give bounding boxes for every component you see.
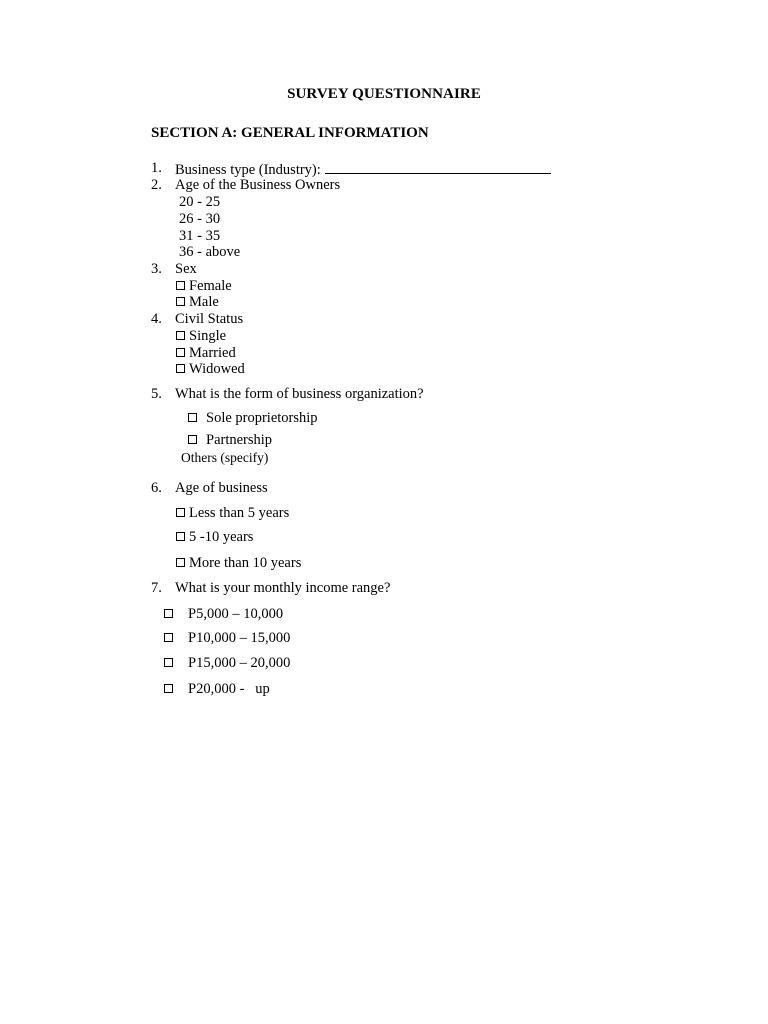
option-bizage-1[interactable] <box>176 505 289 522</box>
question-number: 7. <box>151 580 162 596</box>
option-age-owner-3[interactable]: 31 - 35 <box>179 228 221 244</box>
question-number: 1. <box>151 160 162 176</box>
question-text: Age of business <box>175 480 268 496</box>
option-label: Sole proprietorship <box>206 410 318 426</box>
checkbox-icon[interactable] <box>188 435 197 444</box>
option-label: 5 -10 years <box>189 529 254 545</box>
question-number: 3. <box>151 261 162 277</box>
option-label: Partnership <box>206 432 273 448</box>
option-civil-widowed[interactable] <box>176 361 245 378</box>
checkbox-icon[interactable] <box>176 297 185 306</box>
option-income-4[interactable] <box>164 681 270 698</box>
option-org-sole[interactable] <box>188 410 318 427</box>
option-age-owner-1[interactable]: 20 - 25 <box>179 194 221 210</box>
checkbox-icon[interactable] <box>176 331 185 340</box>
question-text: Civil Status <box>175 311 244 327</box>
checkbox-icon[interactable] <box>164 658 173 667</box>
checkbox-icon[interactable] <box>164 609 173 618</box>
question-number: 5. <box>151 386 162 402</box>
page-title: SURVEY QUESTIONNAIRE <box>287 86 481 102</box>
option-bizage-3[interactable] <box>176 555 301 572</box>
checkbox-icon[interactable] <box>176 348 185 357</box>
checkbox-icon[interactable] <box>176 508 185 517</box>
question-number: 4. <box>151 311 162 327</box>
option-org-others[interactable]: Others (specify) <box>181 450 269 465</box>
option-civil-single[interactable] <box>176 328 226 345</box>
option-label: More than 10 years <box>189 555 302 571</box>
option-income-1[interactable] <box>164 606 283 623</box>
checkbox-icon[interactable] <box>176 558 185 567</box>
option-bizage-2[interactable] <box>176 529 253 546</box>
option-age-owner-4[interactable]: 36 - above <box>179 244 241 260</box>
option-label: P5,000 – 10,000 <box>188 606 284 622</box>
option-label: Male <box>189 294 219 310</box>
option-label: Less than 5 years <box>189 505 290 521</box>
checkbox-icon[interactable] <box>164 684 173 693</box>
option-civil-married[interactable] <box>176 345 236 362</box>
question-number: 2. <box>151 177 162 193</box>
question-text: Age of the Business Owners <box>175 177 341 193</box>
question-number: 6. <box>151 480 162 496</box>
option-label: Widowed <box>189 361 245 377</box>
option-label: P20,000 - up <box>188 681 270 697</box>
question-text: What is your monthly income range? <box>175 580 391 596</box>
option-label: P15,000 – 20,000 <box>188 655 291 671</box>
checkbox-icon[interactable] <box>188 413 197 422</box>
business-type-field[interactable] <box>325 160 551 174</box>
option-label: Single <box>189 328 227 344</box>
option-org-partnership[interactable] <box>188 432 272 449</box>
checkbox-icon[interactable] <box>164 633 173 642</box>
option-sex-female[interactable] <box>176 278 232 295</box>
checkbox-icon[interactable] <box>176 281 185 290</box>
question-label: Business type (Industry): <box>175 162 321 178</box>
option-income-2[interactable] <box>164 630 290 647</box>
question-text: What is the form of business organization? <box>175 386 424 402</box>
question-text: Sex <box>175 261 197 277</box>
checkbox-icon[interactable] <box>176 364 185 373</box>
option-age-owner-2[interactable]: 26 - 30 <box>179 211 221 227</box>
option-label: P10,000 – 15,000 <box>188 630 291 646</box>
checkbox-icon[interactable] <box>176 532 185 541</box>
option-sex-male[interactable] <box>176 294 219 311</box>
option-label: Married <box>189 345 236 361</box>
section-heading: SECTION A: GENERAL INFORMATION <box>151 125 429 141</box>
option-label: Female <box>189 278 232 294</box>
option-income-3[interactable] <box>164 655 290 672</box>
